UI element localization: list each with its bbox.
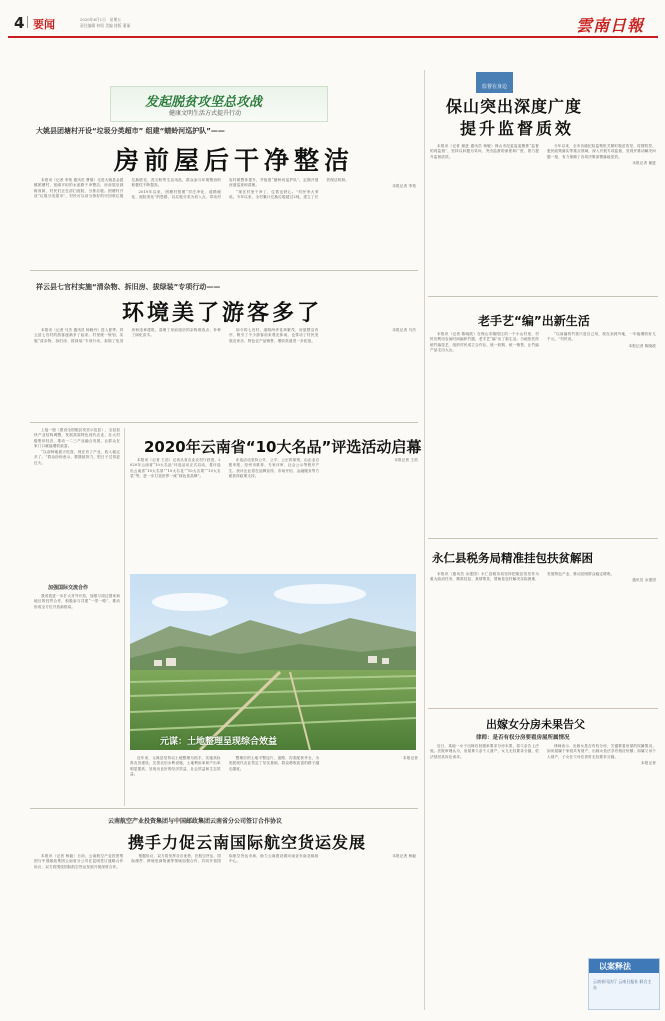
continued-story-2 bbox=[34, 594, 120, 804]
top-story-para: “现在村里干净了，住着也舒心。”村民李大爹说。今年以来，全村累计兑换垃圾超过2吨，建立了长效保洁机制。 bbox=[229, 178, 349, 199]
story2-body bbox=[34, 328, 416, 416]
right-story2-body bbox=[430, 332, 656, 532]
top-story-kicker: 大姚县团塘村开设“垃圾分类超市” 组建“蜻蛉河巡护队”—— bbox=[36, 127, 225, 135]
bottom-story-kicker: 云南航空产业投资集团与中国邮政集团云南省分公司签订合作协议 bbox=[108, 818, 283, 825]
page-number: 4 bbox=[14, 14, 25, 32]
right-top-body bbox=[430, 144, 656, 272]
story2-headline: 环境美了游客多了 bbox=[122, 301, 323, 326]
bottom-story-para: 根据协议，双方将发挥各自优势，在航空货运、国际邮件、跨境电商物流等领域加强合作，共同开拓国际航空货运市场，助力云南建设面向南亚东南亚辐射中心。 bbox=[131, 854, 319, 864]
commentary-subtitle: 律师：是否有权分房要看房屋所属情况 bbox=[476, 735, 570, 741]
newspaper-logo: 雲南日報 bbox=[576, 16, 645, 35]
story2-para: 如今的七官村，道路两旁花草繁茂，房屋整洁有序，吸引了不少游客前来观光休闲，也带动了村民发展农家乐、特色农产品销售，增收渠道进一步拓宽。 bbox=[229, 328, 319, 343]
middle-story-body bbox=[130, 458, 418, 570]
promo-box bbox=[588, 958, 660, 1010]
divider bbox=[428, 708, 658, 709]
right-story2-byline: 本报记者 陈晓波 bbox=[628, 343, 656, 348]
divider bbox=[428, 296, 658, 297]
divider bbox=[30, 808, 418, 809]
bottom-story-byline: 本报记者 杨毅 bbox=[392, 854, 416, 858]
top-story-body bbox=[34, 178, 416, 266]
right-story2-para: “以前编的竹筐只是自己用，现在卖到外地，一年能增收好几千元。”村民说。 bbox=[547, 332, 656, 342]
right-top-headline-2: 提升监督质效 bbox=[460, 119, 575, 138]
banner-subtitle: 健康文明生活方式提升行动 bbox=[169, 110, 242, 117]
continued-story bbox=[34, 428, 120, 578]
bottom-story-para: 本报讯（记者 杨毅）日前，云南航空产业投资集团与中国邮政集团云南省分公司在昆明签订战略合作协议，双方将围绕国际航空货运发展开展深度合作。 bbox=[34, 854, 124, 869]
top-story-byline: 本报记者 李苑 bbox=[392, 184, 416, 189]
commentary-body bbox=[430, 744, 656, 954]
commentary-byline: 本报记者 bbox=[641, 760, 656, 765]
farmland-landscape-image bbox=[130, 574, 416, 750]
right-story3-byline: 通讯员 余建国 bbox=[632, 578, 656, 583]
middle-story-para: 评选活动坚持公开、公平、公正的原则，由企业自愿申报，经州市推荐、专家评审、社会公示等程序产生。获评企业将在品牌宣传、市场开拓、金融服务等方面获得政策支持。 bbox=[228, 458, 320, 478]
column-rule bbox=[124, 428, 125, 806]
right-top-headline-1: 保山突出深度广度 bbox=[446, 97, 583, 116]
right-top-para: 本报讯（记者 谢进 通讯员 杨敏）保山市纪委监委聚焦“监督的再监督”，坚持以问题为导向，突出监督的深度和广度，着力提升监督质效。 bbox=[430, 144, 539, 159]
photo-story-byline: 本报记者 bbox=[402, 756, 418, 760]
right-story2-para: 本报讯（记者 陈晓波）在保山市隆阳区的一个小山村里，村民们利用农闲时间编织竹器，老手艺“编”出了新生活。当地依托传统竹编技艺，组织村民成立合作社，统一收购、统一销售，让竹编产品走出大山。 bbox=[430, 332, 539, 352]
top-story-para: 本报讯（记者 李苑 通讯员 曹瑞）走进大姚县金碧镇团塘村，宽阔平坦的水泥路干净整洁，房前屋后绿树成荫，村民们正在清扫庭院、分拣垃圾。团塘村开设“垃圾分类超市”，村民可以用分拣好的可回收垃圾兑换肥皂、洗衣粉等生活用品，群众参与环境整治的积极性不断提高。 bbox=[34, 178, 221, 198]
campaign-banner bbox=[110, 86, 328, 122]
promo-header bbox=[589, 959, 659, 973]
right-top-byline: 本报记者 谢进 bbox=[632, 160, 656, 165]
bottom-story-headline: 携手力促云南国际航空货运发展 bbox=[128, 833, 367, 852]
photo-story-para: 整理后的土地平整连片，道路、沟渠配套齐全，为发展现代农业奠定了坚实基础，群众增收致富的路子越走越宽。 bbox=[228, 756, 320, 771]
right-story3-body bbox=[430, 572, 656, 700]
column-rule bbox=[424, 70, 425, 1010]
photo-caption: 元谋：土地整理呈现综合效益 bbox=[160, 737, 278, 747]
divider bbox=[30, 422, 418, 423]
section-tag-label: 监督在身边 bbox=[482, 84, 508, 90]
commentary-headline: 出嫁女分房未果告父 bbox=[486, 718, 585, 731]
top-story-headline: 房前屋后干净整洁 bbox=[114, 146, 355, 175]
commentary-para: 律师表示，出嫁女是否有权分房，关键要看房屋的权属情况。如房屋属于家庭共有财产，出嫁女依法享有相应份额；如属父母个人财产，子女在父母在世时无权要求分割。 bbox=[547, 744, 656, 759]
bottom-story-body bbox=[34, 854, 416, 1010]
middle-story-byline: 本报记者 王浩 bbox=[394, 458, 418, 462]
top-story-para: 2019年以来，团塘村按照“村庄净化、道路硬化、庭院美化”的思路，以垃圾分类为切入点，带动村容村貌整体提升，并组建“蜻蛉河巡护队”，定期开展河道巡查和清理。 bbox=[131, 178, 319, 199]
commentary-para: 近日，某地一女子出嫁后回娘家要求分房未果，将父亲告上法庭。法院审理认为，房屋系父亲个人财产，女儿无权要求分割，依法驳回其诉讼请求。 bbox=[430, 744, 539, 759]
promo-title: 以案释法 bbox=[599, 962, 631, 971]
masthead-divider bbox=[27, 16, 28, 28]
story2-byline: 本报记者 马杰 bbox=[392, 328, 416, 332]
middle-story-para: 本报讯（记者 王浩）记者从省农业农村厅获悉，2020年云南省“10大名品”评选活动正式启动，将评选出云南省“10大名茶”“10大名花”“10大名果”“10大名菜”等，进一步打造世界一流“绿色食品牌”。 bbox=[130, 458, 221, 478]
right-top-para: 今年以来，全市各级纪检监察机关紧盯脱贫攻坚、疫情防控、惠民政策落实等重点领域，深入开展专项监督，发现并推动解决问题一批，有力保障了各项决策部署落地见效。 bbox=[547, 144, 656, 159]
story2-para: 本报讯（记者 马杰 通讯员 杨晓丹）进入夏季，祥云县七官村的游客逐渐多了起来。村里统一规划，实施“清杂物、拆旧房、拔绿装”专项行动，拆除了危旧房和违章建筑，清理了房前屋后的杂物堆放点，补种了绿化苗木。 bbox=[34, 328, 221, 343]
editor-credits: 责任编辑 何昭 美编 排版 董丽 bbox=[80, 23, 131, 28]
promo-line: 云南省司法厅 云南日报社 联合主办 bbox=[593, 979, 652, 990]
continued-subhead: 加强国际交流合作 bbox=[48, 585, 89, 591]
continued-para: “以前种地靠天吃饭，现在有了产业，收入稳定多了。”群众纷纷表示，要继续努力，把日子过得更红火。 bbox=[34, 450, 120, 465]
issue-date: 2020年6月1日 星期五 bbox=[80, 17, 122, 22]
section-name: 要闻 bbox=[33, 18, 55, 31]
photo-story-para: 近年来，元谋县坚持以土地整理为抓手，实施高标准农田建设，完善农田水利设施，土地利用率和产出率明显提高，呈现出良好的经济效益、社会效益和生态效益。 bbox=[130, 756, 221, 776]
right-story3-para: 本报讯（通讯员 余建国）永仁县税务局坚持把脱贫攻坚作为重大政治任务，精准挂包、真情帮扶，帮助挂包村解决实际困难，发展特色产业，推动贫困群众稳定增收。 bbox=[430, 572, 615, 582]
photo-story-body bbox=[130, 756, 418, 802]
right-story2-headline: 老手艺“编”出新生活 bbox=[478, 314, 590, 328]
section-tag bbox=[476, 72, 513, 93]
news-photo bbox=[130, 574, 416, 750]
masthead bbox=[8, 10, 658, 36]
story2-kicker: 祥云县七官村实施“清杂物、拆旧房、拔绿装”专项行动—— bbox=[36, 283, 221, 291]
divider bbox=[428, 538, 658, 539]
continued-para: 我省将进一步扩大对外开放，加强与周边国家和地区的经贸合作，积极参与共建“一带一路”，推动形成全方位开放新格局。 bbox=[34, 594, 120, 609]
banner-title: 发起脱贫攻坚总攻战 bbox=[145, 95, 263, 110]
continued-para: 上接一版（建设全国脱贫攻坚示范县），全县加快产业结构调整，发展高原特色现代农业，壮大村级集体经济，推动一二三产业融合发展，让群众在家门口就能增收致富。 bbox=[34, 428, 120, 448]
masthead-rule bbox=[8, 36, 658, 38]
divider bbox=[30, 270, 418, 271]
middle-story-headline: 2020年云南省“10大名品”评选活动启幕 bbox=[144, 438, 422, 456]
right-story3-headline: 永仁县税务局精准挂包扶贫解困 bbox=[432, 551, 593, 565]
